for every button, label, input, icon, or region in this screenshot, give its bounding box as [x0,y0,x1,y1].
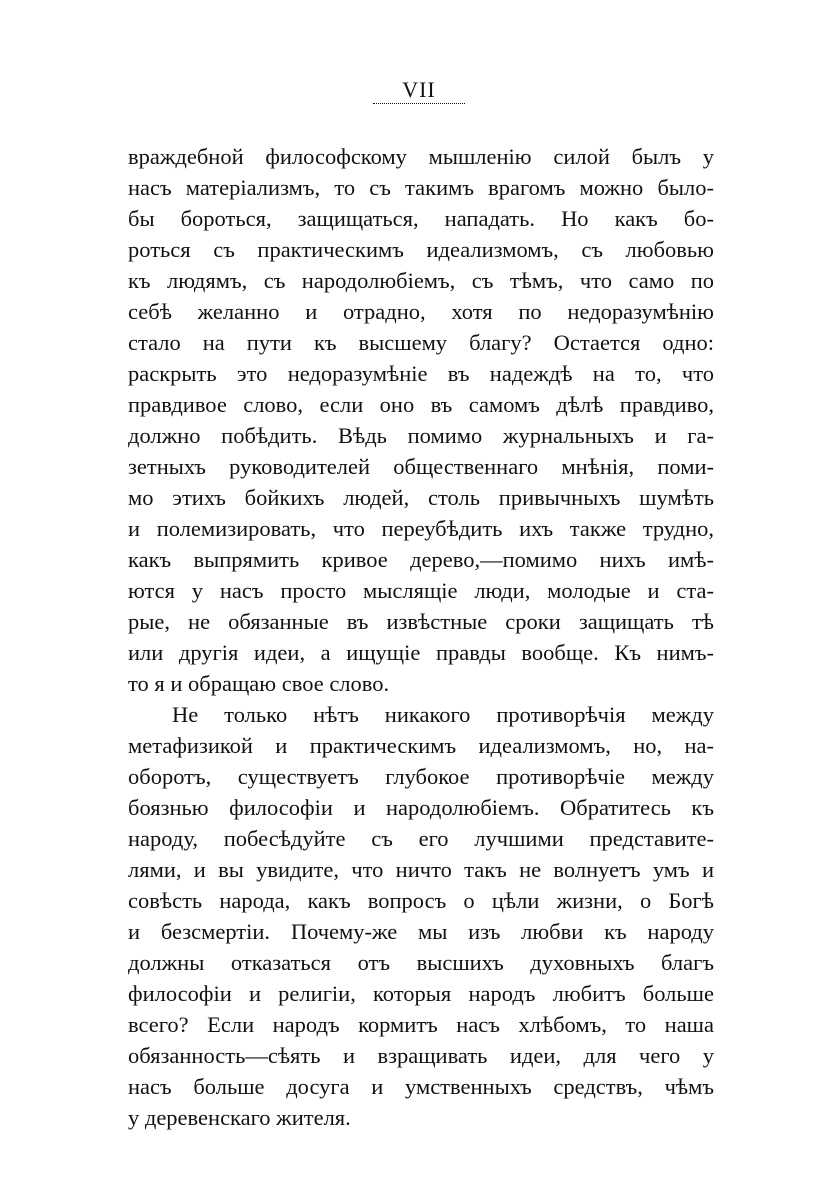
text-line: Не только нѣтъ никакого противорѣчія между [172,702,714,727]
text-line: себѣ желанно и отрадно, хотя по недоразумѣнію [128,299,714,324]
text-line: совѣсть народа, какъ вопросъ о цѣли жизни, о Богѣ [128,888,714,913]
text-line: должно побѣдить. Вѣдь помимо журнальныхъ и га- [128,423,714,448]
text-line: стало на пути къ высшему благу? Остается одно: [128,330,714,355]
text-line: философіи и религіи, которыя народъ любитъ больше [128,981,714,1006]
paragraph-1 [128,141,714,699]
text-line: и безсмертіи. Почему-же мы изъ любви къ народу [128,919,714,944]
text-line: зетныхъ руководителей общественнаго мнѣнія, поми- [128,454,714,479]
text-line: лями, и вы увидите, что ничто такъ не волнуетъ умъ и [128,857,714,882]
text-line: или другія идеи, а ищущіе правды вообще. Къ нимъ- [128,640,714,665]
body-text [128,141,714,1133]
text-line: какъ выпрямить кривое дерево,—помимо нихъ имѣ- [128,547,714,572]
text-line: оборотъ, существуетъ глубокое противорѣчіе между [128,764,714,789]
text-line: боязнью философіи и народолюбіемъ. Обратитесь къ [128,795,714,820]
text-line: всего? Если народъ кормитъ насъ хлѣбомъ, то наша [128,1012,714,1037]
text-line: обязанность—сѣять и взращивать идеи, для чего у [128,1043,714,1068]
text-line: метафизикой и практическимъ идеализмомъ, но, на- [128,733,714,758]
page-header [373,78,465,104]
text-line: народу, побесѣдуйте съ его лучшими представите- [128,826,714,851]
text-line: у деревенскаго жителя. [128,1105,351,1130]
text-line: рые, не обязанные въ извѣстные сроки защищать тѣ [128,609,714,634]
text-line: правдивое слово, если оно въ самомъ дѣлѣ правдиво, [128,392,714,417]
text-line: раскрыть это недоразумѣніе въ надеждѣ на то, что [128,361,714,386]
text-line: бы бороться, защищаться, нападать. Но какъ бо- [128,206,714,231]
text-line: то я и обращаю свое слово. [128,671,390,696]
header-rule [373,103,465,104]
text-line: роться съ практическимъ идеализмомъ, съ любовью [128,237,714,262]
text-line: насъ больше досуга и умственныхъ средствъ, чѣмъ [128,1074,714,1099]
text-line: должны отказаться отъ высшихъ духовныхъ благъ [128,950,714,975]
text-line: насъ матеріализмъ, то съ такимъ врагомъ можно было- [128,175,714,200]
page-number: VII [402,77,436,102]
text-line: и полемизировать, что переубѣдить ихъ также трудно, [128,516,714,541]
text-line: враждебной философскому мышленію силой былъ у [128,144,714,169]
text-line: мо этихъ бойкихъ людей, столь привычныхъ шумѣть [128,485,714,510]
text-line: ются у насъ просто мыслящіе люди, молодые и ста- [128,578,714,603]
text-line: къ людямъ, съ народолюбіемъ, съ тѣмъ, что само по [128,268,714,293]
paragraph-2 [128,699,714,1133]
